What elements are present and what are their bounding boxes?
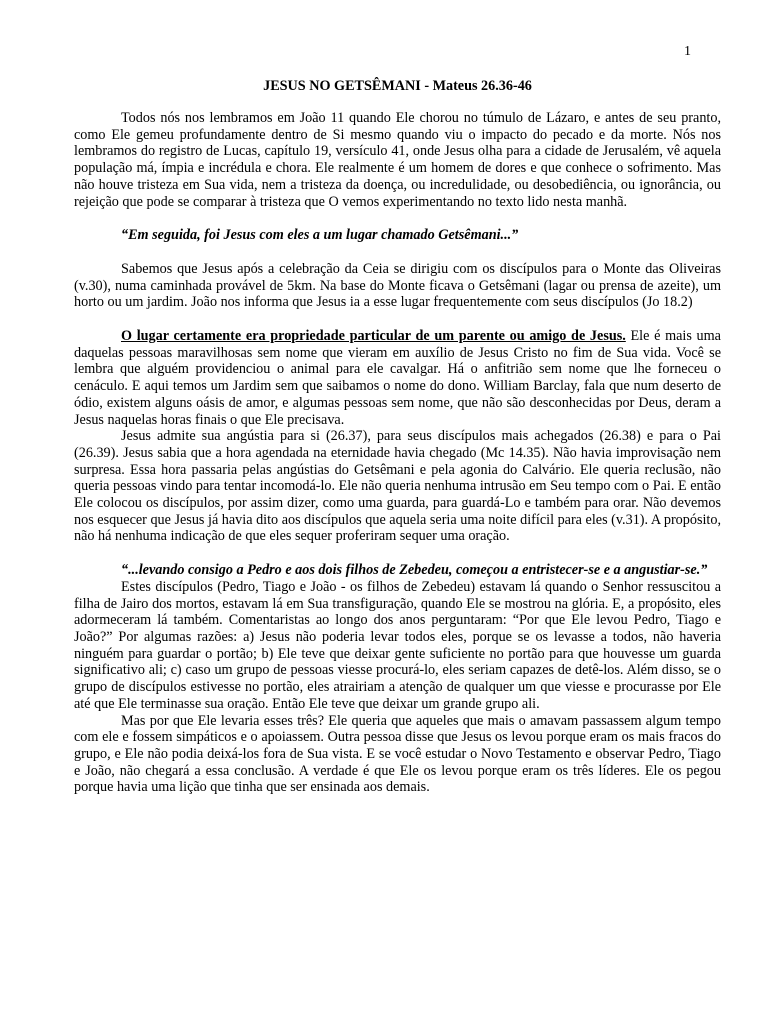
document-title: JESUS NO GETSÊMANI - Mateus 26.36-46: [263, 78, 532, 94]
scripture-quote-1: “Em seguida, foi Jesus com eles a um lugar chamado Getsêmani...”: [121, 227, 519, 244]
paragraph-discipulos: Estes discípulos (Pedro, Tiago e João - os filhos de Zebedeu) estavam lá quando o Senhor ressuscitou a filha de Jairo dos mortos, estavam lá em Sua transfiguração, quando Ele se mostrou na glória. E, a propósito, eles adormeceram lá também. Comentaristas ao longo dos anos perguntaram: “Por que Ele levou Pedro, Tiago e João?” Por algumas razões: a) Jesus não poderia levar todos eles, porque se os levasse a todos, não haveria ninguém para guardar o portão; b) Ele teve que deixar gente suficiente no portão para que houvesse um guarda significativo ali; c) caso um grupo de pessoas viesse procurá-lo, eles seriam capazes de detê-los. Além disso, se o grupo de discípulos estivesse no portão, eles atrairiam a atenção de qualquer um que viesse e procurasse por Ele até que Ele terminasse sua oração. Então Ele teve que deixar um grande grupo ali.: [74, 578, 721, 712]
paragraph-angustia: Jesus admite sua angústia para si (26.37), para seus discípulos mais achegados (26.38) e para o Pai (26.39). Jesus sabia que a hora agendada na eternidade havia chegado (Mc 14.35). Não havia improvisação nem surpresa. Essa hora passaria pelas angústias do Getsêmani e pela agonia do Calvário. Ele queria reclusão, não queria pessoas vindo para tentar incomodá-lo. Ele não queria nenhuma intrusão em Seu tempo com o Pai. E então Ele colocou os discípulos, por assim dizer, como uma guarda, para guardá-Lo e também para orar. Não devemos nos esquecer que Jesus já havia dito aos discípulos que aquela seria uma noite difícil para eles (v.31). A propósito, não há nenhuma indicação de que eles sequer proferiram sequer uma oração.: [74, 428, 721, 545]
page-number: 1: [684, 44, 691, 59]
document-body: [74, 110, 721, 796]
underlined-heading: O lugar certamente era propriedade particular de um parente ou amigo de Jesus.: [121, 328, 626, 345]
paragraph-intro: Todos nós nos lembramos em João 11 quando Ele chorou no túmulo de Lázaro, e antes de seu pranto, como Ele gemeu profundamente dentro de Si mesmo quando viu o impacto do pecado e da morte. Nós nos lembramos do registro de Lucas, capítulo 19, versículo 41, onde Jesus olha para a cidade de Jerusalém, vê aquela população má, ímpia e incrédula e chora. Ele realmente é um homem de dores e que conhece o sofrimento. Mas não houve tristeza em Sua vida, nem a tristeza da doença, ou incredulidade, ou desobediência, ou ignorância, ou rejeição que pode se comparar à tristeza que O vemos experimentando no texto lido nesta manhã.: [74, 110, 721, 210]
paragraph-lugar: [74, 328, 721, 428]
paragraph-monte-oliveiras: Sabemos que Jesus após a celebração da Ceia se dirigiu com os discípulos para o Monte das Oliveiras (v.30), numa caminhada provável de 5km. Na base do Monte ficava o Getsêmani (lagar ou prensa de azeite), um horto ou um jardim. João nos informa que Jesus ia a esse lugar frequentemente com seus discípulos (Jo 18.2): [74, 260, 721, 311]
paragraph-lugar-text: Ele é mais uma daquelas pessoas maravilhosas sem nome que vieram em auxílio de Jesus Cristo no fim de Sua vida. Você se lembra que alguém providenciou o animal para ele cavalgar. Há o anfitrião sem nome que lhe forneceu o cenáculo. E aqui temos um Jardim sem que saibamos o nome do dono. William Barclay, fala que num deserto de ódio, existem alguns oásis de amor, e algumas pessoas sem nome, que não são desconhecidas por Deus, deram a Jesus naquelas horas finais o que Ele precisava.: [74, 328, 721, 428]
scripture-quote-2: “...levando consigo a Pedro e aos dois filhos de Zebedeu, começou a entristecer-se e a angustiar-se.”: [121, 562, 708, 579]
paragraph-tres-lideres: Mas por que Ele levaria esses três? Ele queria que aqueles que mais o amavam passassem algum tempo com ele e fossem simpáticos e o apoiassem. Outra pessoa disse que Jesus os levou porque eram os mais fracos do grupo, e Ele não podia deixá-los fora de Sua vista. E se você estudar o Novo Testamento e observar Pedro, Tiago e João, não chegará a essa conclusão. A verdade é que Ele os levou porque eram os três líderes. Ele os pegou porque havia uma lição que tinha que ser ensinada aos demais.: [74, 712, 721, 796]
